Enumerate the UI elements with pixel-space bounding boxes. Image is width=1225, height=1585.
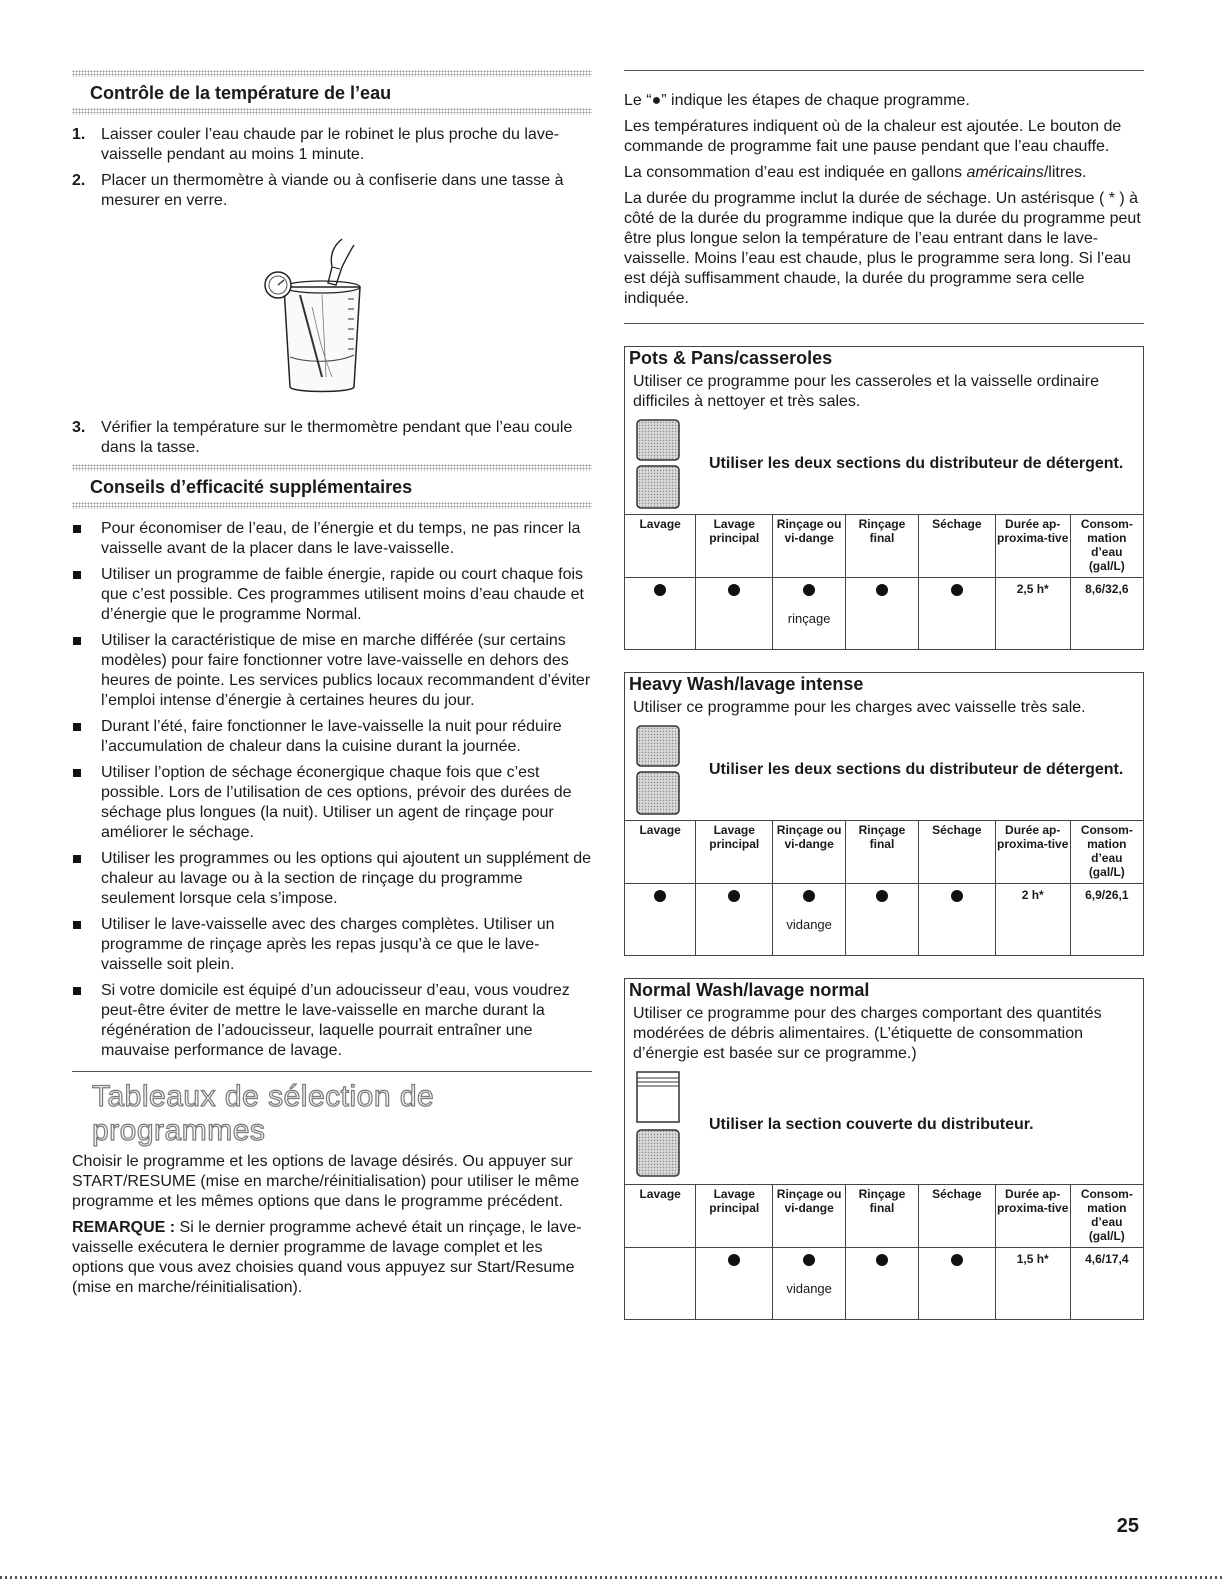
step-dot-icon xyxy=(951,890,963,902)
step-item: 2. Placer un thermomètre à viande ou à confiserie dans une tasse à mesurer en verre. xyxy=(72,172,564,209)
note-label: REMARQUE : xyxy=(72,1219,176,1236)
dispenser-text: Utiliser les deux sections du distributeur de détergent. xyxy=(709,455,1124,472)
steps-list-part1 xyxy=(72,125,592,211)
column-header: Rinçage final xyxy=(846,515,919,578)
step-cell xyxy=(773,578,846,650)
column-header: Lavage principal xyxy=(696,821,773,884)
section-title-water-temp: Contrôle de la température de l’eau xyxy=(90,83,392,103)
step-cell xyxy=(846,578,919,650)
column-header: Séchage xyxy=(918,515,995,578)
cycle-chart xyxy=(624,346,1144,650)
cycle-table xyxy=(625,1184,1143,1319)
step-dot-icon xyxy=(728,584,740,596)
cycle-chart xyxy=(624,978,1144,1320)
tip-item: Utiliser le lave-vaisselle avec des charges complètes. Utiliser un programme de rinçage après les repas jusqu’à ce que le lave-vaisselle soit plein. xyxy=(72,915,592,975)
dispenser-text: Utiliser les deux sections du distributeur de détergent. xyxy=(709,761,1124,778)
column-header: Séchage xyxy=(918,1185,995,1248)
column-header: Séchage xyxy=(918,821,995,884)
step-dot-icon xyxy=(728,1254,740,1266)
tip-item: Si votre domicile est équipé d’un adoucisseur d’eau, vous voudrez peut-être éviter de mettre le lave-vaisselle en marche durant la régénération de l’adoucisseur, laquelle pourrait entraîner une mauvaise performance de lavage. xyxy=(72,981,592,1061)
square-bullet-icon xyxy=(73,769,81,777)
step-cell xyxy=(625,1248,696,1320)
thermometer-in-cup-illustration xyxy=(262,237,382,397)
step-cell xyxy=(773,884,846,956)
square-bullet-icon xyxy=(73,723,81,731)
column-header: Consom-mation d’eau (gal/L) xyxy=(1070,1185,1143,1248)
tip-item: Utiliser les programmes ou les options qui ajoutent un supplément de chaleur au lavage ou à la section de rinçage du programme seulement lorsque cela s’impose. xyxy=(72,849,592,909)
cycle-chart xyxy=(624,672,1144,956)
tip-item: Durant l’été, faire fonctionner le lave-vaisselle la nuit pour réduire l’accumulation de chaleur dans la cuisine durant la journée. xyxy=(72,717,592,757)
step-dot-icon xyxy=(803,584,815,596)
program-charts-intro: Choisir le programme et les options de lavage désirés. Ou appuyer sur START/RESUME (mise en marche/réinitialisation) pour utiliser le même programme et les mêmes options que dans le programme précédent. xyxy=(72,1153,580,1210)
water-use-cell: 4,6/17,4 xyxy=(1070,1248,1143,1320)
column-header: Consom-mation d’eau (gal/L) xyxy=(1070,821,1143,884)
step-dot-icon xyxy=(951,584,963,596)
square-bullet-icon xyxy=(73,921,81,929)
program-charts-heading: Tableaux de sélection de programmes xyxy=(92,1080,435,1147)
step-dot-icon xyxy=(876,890,888,902)
tip-item: Pour économiser de l’eau, de l’énergie et du temps, ne pas rincer la vaisselle avant de la placer dans le lave-vaisselle. xyxy=(72,519,592,559)
cycle-title: Normal Wash/lavage normal xyxy=(624,978,1144,1002)
square-bullet-icon xyxy=(73,525,81,533)
step-cell xyxy=(773,1248,846,1320)
step-cell xyxy=(625,884,696,956)
column-header: Durée ap-proxima-tive xyxy=(995,1185,1070,1248)
square-bullet-icon xyxy=(73,571,81,579)
cycle-description: Utiliser ce programme pour des charges comportant des quantités modérées de débris alimentaires. (L’étiquette de consommation d’énergie est basée sur ce programme.) xyxy=(633,1005,1102,1062)
intro-duration: La durée du programme inclut la durée de séchage. Un astérisque ( * ) à côté de la durée du programme indique que la durée du programme peut être plus longue selon la température de l’eau entrant dans le lave-vaisselle. Moins l’eau est chaude, plus le programme sera long. Si l’eau est déjà suffisamment chaude, la durée du programme sera celle indiquée. xyxy=(624,190,1141,307)
step-cell xyxy=(696,1248,773,1320)
tip-item: Utiliser la caractéristique de mise en marche différée (sur certains modèles) pour faire fonctionner votre lave-vaisselle en dehors des heures de pointe. Les services publics locaux recommandent d’éviter l’emploi intense d’énergie à certaines heures du jour. xyxy=(72,631,592,711)
cycle-box xyxy=(624,696,1144,956)
step-dot-icon xyxy=(728,890,740,902)
dispenser-text: Utiliser la section couverte du distributeur. xyxy=(709,1116,1034,1133)
dispenser-instruction xyxy=(625,718,1143,820)
tip-item: Utiliser un programme de faible énergie, rapide ou court chaque fois que c’est possible. Ces programmes utilisent moins d’eau chaude et d’énergie que le programme Normal. xyxy=(72,565,592,625)
column-header: Rinçage ou vi-dange xyxy=(773,1185,846,1248)
column-header: Rinçage final xyxy=(846,821,919,884)
column-header: Consom-mation d’eau (gal/L) xyxy=(1070,515,1143,578)
column-header: Lavage principal xyxy=(696,1185,773,1248)
intro-water-use: La consommation d’eau est indiquée en gallons américains/litres. xyxy=(624,164,1087,181)
step-dot-icon xyxy=(951,1254,963,1266)
column-header: Rinçage ou vi-dange xyxy=(773,515,846,578)
cycle-description: Utiliser ce programme pour les casseroles et la vaisselle ordinaire difficiles à nettoyer et très sales. xyxy=(633,373,1099,410)
column-header: Durée ap-proxima-tive xyxy=(995,821,1070,884)
column-header: Durée ap-proxima-tive xyxy=(995,515,1070,578)
note-text: Si le dernier programme achevé était un rinçage, le lave-vaisselle exécutera le dernier programme de lavage complet et les options que vous avez choisies quand vous appuyez sur Start/Resume (mise en marche/réinitialisation). xyxy=(72,1219,582,1296)
rinse-note: rinçage xyxy=(787,611,831,626)
cycle-title: Heavy Wash/lavage intense xyxy=(624,672,1144,696)
column-header: Lavage xyxy=(625,821,696,884)
dotted-rule xyxy=(72,502,592,509)
step-cell xyxy=(846,884,919,956)
intro-temperatures: Les températures indiquent où de la chaleur est ajoutée. Le bouton de commande de programme fait une pause pendant que l’eau chauffe. xyxy=(624,118,1122,155)
dispenser-instruction xyxy=(625,1064,1143,1184)
column-header: Lavage principal xyxy=(696,515,773,578)
step-cell xyxy=(846,1248,919,1320)
step-cell xyxy=(696,884,773,956)
cycle-table xyxy=(625,820,1143,955)
step-cell xyxy=(696,578,773,650)
step-dot-icon xyxy=(654,584,666,596)
dispenser-instruction xyxy=(625,412,1143,514)
dotted-rule xyxy=(72,108,592,115)
step-cell xyxy=(625,578,696,650)
step-dot-icon xyxy=(876,1254,888,1266)
cycle-title: Pots & Pans/casseroles xyxy=(624,346,1144,370)
step-dot-icon xyxy=(803,1254,815,1266)
detergent-dispenser-both-icon xyxy=(635,724,681,816)
square-bullet-icon xyxy=(73,637,81,645)
column-header: Lavage xyxy=(625,515,696,578)
square-bullet-icon xyxy=(73,855,81,863)
rinse-note: vidange xyxy=(786,917,832,932)
water-use-cell: 6,9/26,1 xyxy=(1070,884,1143,956)
cycle-box xyxy=(624,370,1144,650)
detergent-dispenser-both-icon xyxy=(635,418,681,510)
column-header: Lavage xyxy=(625,1185,696,1248)
step-dot-icon xyxy=(876,584,888,596)
divider xyxy=(624,323,1144,324)
page-number: 25 xyxy=(1116,1515,1139,1537)
cycle-table xyxy=(625,514,1143,649)
divider xyxy=(624,70,1144,71)
column-header: Rinçage final xyxy=(846,1185,919,1248)
duration-cell: 2 h* xyxy=(995,884,1070,956)
water-use-cell: 8,6/32,6 xyxy=(1070,578,1143,650)
left-column xyxy=(72,70,592,1298)
cycle-description: Utiliser ce programme pour les charges avec vaisselle très sale. xyxy=(633,699,1086,716)
detergent-dispenser-covered-icon xyxy=(635,1070,681,1180)
step-item: 3. Vérifier la température sur le thermomètre pendant que l’eau coule dans la tasse. xyxy=(72,419,573,456)
right-column xyxy=(624,70,1144,1320)
duration-cell: 1,5 h* xyxy=(995,1248,1070,1320)
tips-list xyxy=(72,519,592,1061)
divider xyxy=(72,1071,592,1072)
cycle-box xyxy=(624,1002,1144,1320)
step-cell xyxy=(918,578,995,650)
dotted-rule xyxy=(72,70,592,77)
tip-item: Utiliser l’option de séchage éconergique chaque fois que c’est possible. Lors de l’utilisation de ces options, prévoir des durées de séchage plus longues (la nuit). Utiliser un agent de rinçage pour améliorer le séchage. xyxy=(72,763,592,843)
step-cell xyxy=(918,1248,995,1320)
step-cell xyxy=(918,884,995,956)
step-item: 1. Laisser couler l’eau chaude par le robinet le plus proche du lave-vaisselle pendant au moins 1 minute. xyxy=(72,126,560,163)
note-paragraph xyxy=(72,1218,592,1298)
cycle-charts xyxy=(624,346,1144,1320)
dotted-rule xyxy=(72,464,592,471)
steps-list-part2 xyxy=(72,418,592,458)
rinse-note: vidange xyxy=(786,1281,832,1296)
column-header: Rinçage ou vi-dange xyxy=(773,821,846,884)
page-bottom-rule xyxy=(0,1576,1225,1579)
duration-cell: 2,5 h* xyxy=(995,578,1070,650)
intro-dot-legend: Le “●” indique les étapes de chaque programme. xyxy=(624,92,970,109)
section-title-efficiency-tips: Conseils d’efficacité supplémentaires xyxy=(90,477,413,497)
square-bullet-icon xyxy=(73,987,81,995)
step-dot-icon xyxy=(654,890,666,902)
step-dot-icon xyxy=(803,890,815,902)
